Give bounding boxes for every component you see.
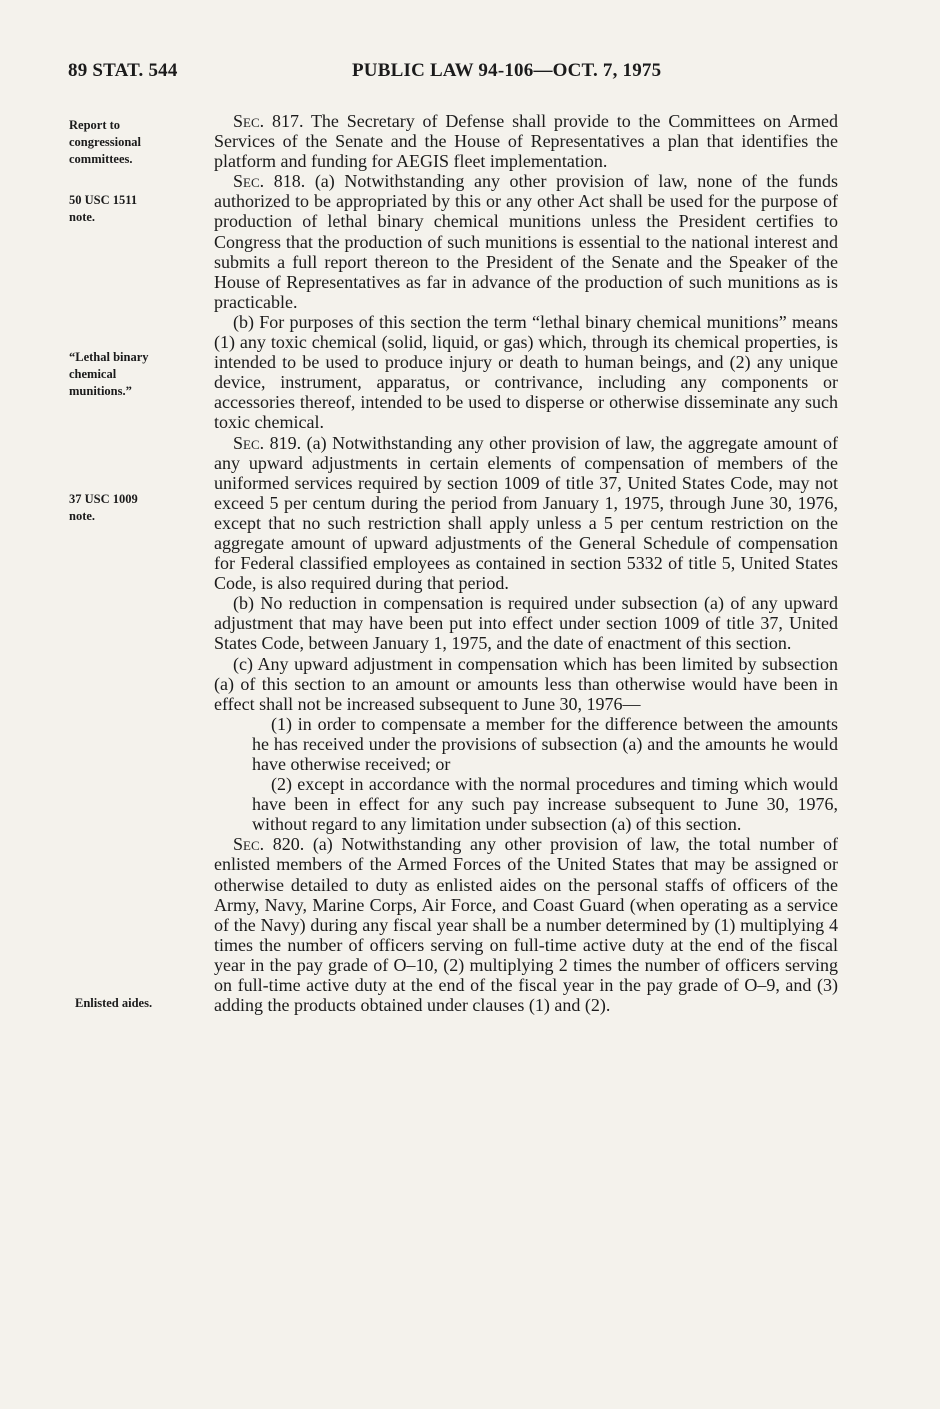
paragraph-text: 817. The Secretary of Defense shall provide to the Committees on Armed Services of the Senate and the House of Representatives a plan that identifies the platform and funding for AEGIS fleet implementation. — [214, 111, 838, 172]
statute-body — [214, 111, 838, 1015]
section-label: Sec. — [233, 111, 265, 131]
paragraph-text: 818. (a) Notwithstanding any other provision of law, none of the funds authorized to be appropriated by this or any other Act shall be used for the purpose of production of lethal binary chemical munitions unless the President certifies to Congress that the production of such munitions is essential to the national interest and submits a full report thereon to the President of the Senate and the Speaker of the House of Representatives as far in advance of the production of such munitions as is practicable. — [214, 171, 838, 312]
section-820-a — [214, 834, 838, 1015]
margin-note-lethal-binary — [69, 349, 189, 400]
margin-note-line: 37 USC 1009 — [69, 492, 138, 506]
section-819-c: (c) Any upward adjustment in compensation which has been limited by subsection (a) of this section to an amount or amounts less than otherwise would have been in effect shall not be increased subsequent to June 30, 1976— — [214, 653, 838, 714]
section-818-a — [214, 171, 838, 312]
margin-note-line: Enlisted aides. — [75, 996, 153, 1010]
margin-note-enlisted-aides — [75, 995, 195, 1012]
page-title: PUBLIC LAW 94-106—OCT. 7, 1975 — [352, 60, 662, 81]
margin-note-line: committees. — [69, 152, 133, 166]
margin-note-50-usc — [69, 192, 189, 226]
section-819-c-2: (2) except in accordance with the normal procedures and timing which would have been in effect for any such pay increase subsequent to June 30, 1976, without regard to any limitation under subsection (a) of this section. — [252, 774, 838, 835]
margin-note-line: note. — [69, 210, 96, 224]
margin-note-line: congressional — [69, 135, 141, 149]
margin-note-line: chemical — [69, 367, 117, 381]
margin-note-37-usc — [69, 491, 189, 525]
margin-note-line: munitions.” — [69, 384, 132, 398]
margin-note-line: Report to — [69, 118, 121, 132]
margin-note-line: 50 USC 1511 — [69, 193, 138, 207]
margin-note-line: “Lethal binary — [69, 350, 149, 364]
section-label: Sec. — [233, 834, 265, 855]
section-819-c-1: (1) in order to compensate a member for the difference between the amounts he has received under the provisions of subsection (a) and the amounts he would have otherwise received; or — [252, 713, 838, 774]
section-label: Sec. — [233, 432, 265, 453]
stat-page-reference: 89 STAT. 544 — [68, 60, 178, 81]
section-819-b: (b) No reduction in compensation is required under subsection (a) of any upward adjustment that may have been put into effect under section 1009 of title 37, United States Code, between January 1, 1975, and the date of enactment of this section. — [214, 593, 838, 654]
section-819-a — [214, 433, 838, 594]
section-label: Sec. — [233, 171, 265, 192]
section-818-b: (b) For purposes of this section the term “lethal binary chemical munitions” means (1) any toxic chemical (solid, liquid, or gas) which, through its chemical properties, is intended to be used to produce injury or death to human beings, and (2) any unique device, instrument, apparatus, or contrivance, including any components or accessories thereof, intended to be used to disperse or otherwise disseminate any such toxic chemical. — [214, 311, 838, 433]
margin-note-report — [69, 117, 189, 168]
margin-note-line: note. — [69, 509, 96, 523]
paragraph-text: 819. (a) Notwithstanding any other provision of law, the aggregate amount of any upward adjustments in certain elements of compensation of members of the uniformed services required by section 1009 of title 37, United States Code, may not exceed 5 per centum during the period from January 1, 1975, through June 30, 1976, except that no such restriction shall apply unless a 5 per centum restriction on the aggregate amount of upward adjustments of the General Schedule of compensation for Federal classified employees as contained in section 5332 of title 5, United States Code, is also required during that period. — [214, 432, 838, 594]
section-817 — [214, 111, 838, 171]
paragraph-text: 820. (a) Notwithstanding any other provision of law, the total number of enlisted members of the Armed Forces of the United States that may be assigned or otherwise detailed to duty as enlisted aides on the personal staffs of officers of the Army, Navy, Marine Corps, Air Force, and Coast Guard (when operating as a service of the Navy) during any fiscal year shall be a number determined by (1) multiplying 4 times the number of officers serving on full-time active duty at the end of the fiscal year in the pay grade of O–10, (2) multiplying 2 times the number of officers serving on full-time active duty at the end of the fiscal year in the pay grade of O–9, and (3) adding the products obtained under clauses (1) and (2). — [214, 834, 838, 1016]
